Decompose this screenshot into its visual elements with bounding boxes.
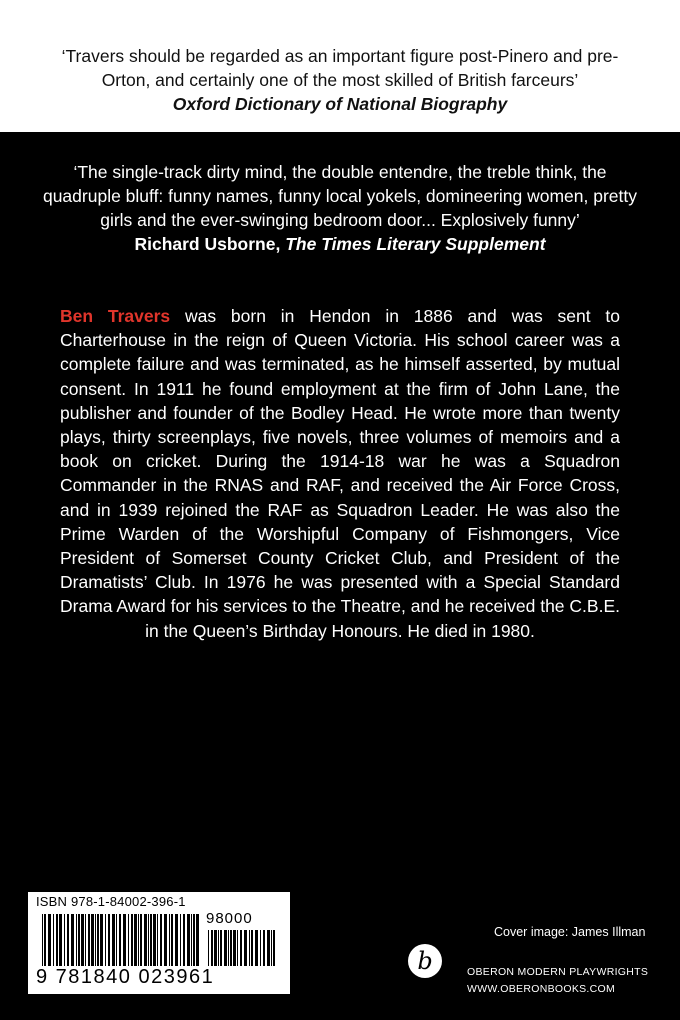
price-code: 98000	[206, 910, 253, 927]
barcode-bar	[56, 914, 58, 966]
barcode-bar	[196, 914, 199, 966]
quote-oxford-text: ‘Travers should be regarded as an important figure post-Pinero and pre-Orton, and certainly one of the most skilled of British farceurs’	[61, 46, 619, 90]
barcode-bar	[44, 914, 46, 966]
author-name: Ben Travers	[60, 306, 171, 326]
quote-oxford-source: Oxford Dictionary of National Biography	[172, 94, 508, 114]
barcode-bar	[119, 914, 121, 966]
barcode-bar	[88, 914, 90, 966]
barcode-bar	[228, 930, 229, 966]
barcode-bar	[263, 930, 265, 966]
barcode-bar	[160, 914, 162, 966]
barcode-bar	[144, 914, 147, 966]
barcode-bar	[134, 914, 137, 966]
barcode-bar	[97, 914, 99, 966]
barcode-bar	[267, 930, 270, 966]
barcode-bar	[218, 930, 219, 966]
barcode-bar	[220, 930, 222, 966]
barcode-bar	[78, 914, 80, 966]
barcode-bar	[237, 930, 238, 966]
isbn-barcode	[28, 892, 290, 994]
barcode-bar	[112, 914, 115, 966]
quote-usborne-source	[40, 232, 640, 256]
barcode-bar	[116, 914, 117, 966]
barcode-bar	[108, 914, 110, 966]
quote-usborne-author: Richard Usborne,	[134, 234, 281, 254]
barcode-bar	[148, 914, 149, 966]
barcode-bar	[224, 930, 227, 966]
barcode-bar	[273, 930, 275, 966]
barcode-bar	[208, 930, 209, 966]
barcode-bar	[171, 914, 173, 966]
barcode-bar	[91, 914, 94, 966]
barcode-bar	[260, 930, 261, 966]
barcode-bar	[214, 930, 217, 966]
barcode-bar	[131, 914, 133, 966]
barcode-bar	[249, 930, 250, 966]
cover-image-credit: Cover image: James Illman	[494, 925, 646, 939]
barcode-bar	[175, 914, 178, 966]
barcode-bar	[48, 914, 51, 966]
quote-usborne-text: ‘The single-track dirty mind, the double entendre, the treble think, the quadruple bluff: funny names, funny local yokels, domineering women, pretty girls and the ever-swinging bedroom door... Explosively funny’	[42, 162, 638, 230]
publisher-website: WWW.OBERONBOOKS.COM	[467, 983, 616, 995]
barcode-bar	[191, 914, 192, 966]
barcode-bar	[67, 914, 69, 966]
barcode-bar	[140, 914, 142, 966]
barcode-bar	[138, 914, 139, 966]
barcode-bar	[95, 914, 96, 966]
barcode-bar	[244, 930, 247, 966]
quote-usborne-publication: The Times Literary Supplement	[285, 234, 546, 254]
barcode-bar	[169, 914, 170, 966]
author-bio-text: was born in Hendon in 1886 and was sent to Charterhouse in the reign of Queen Victoria. His school career was a complete failure and was terminated, as he himself asserted, by mutual consent. In 1911 he found employment at the firm of John Lane, the publisher and founder of the Bodley Head. He wrote more than twenty plays, thirty screenplays, five novels, three volumes of memoirs and a book on cricket. During the 1914-18 war he was a Squadron Commander in the RNAS and RAF, and received the Air Force Cross, and in 1939 rejoined the RAF as Squadron Leader. He was also the Prime Warden of the Worshipful Company of Fishmongers, Vice President of Somerset County Cricket Club, and President of the Dramatists’ Club. In 1976 he was presented with a Special Standard Drama Award for his services to the Theatre, and he received the C.B.E. in the Queen’s Birthday Honours. He died in 1980.	[60, 306, 621, 641]
barcode-bar	[123, 914, 126, 966]
quote-usborne	[40, 160, 640, 256]
barcode-bar	[59, 914, 62, 966]
barcode-bar	[150, 914, 152, 966]
barcode-addon-bars	[208, 930, 278, 966]
barcode-bar	[153, 914, 156, 966]
barcode-bar	[105, 914, 106, 966]
barcode-bar	[53, 914, 54, 966]
barcode-bar	[240, 930, 242, 966]
barcode-bar	[251, 930, 253, 966]
oberon-logo-letter: b	[417, 947, 433, 975]
barcode-bar	[81, 914, 84, 966]
barcode-bar	[255, 930, 258, 966]
barcode-bar	[180, 914, 181, 966]
publisher-info	[467, 964, 648, 998]
barcode-bar	[85, 914, 86, 966]
barcode-bar	[183, 914, 185, 966]
barcode-main-bars	[42, 914, 202, 966]
barcode-bar	[164, 914, 167, 966]
barcode-bar	[233, 930, 236, 966]
author-biography	[60, 304, 620, 643]
barcode-bar	[157, 914, 158, 966]
barcode-bar	[42, 914, 43, 966]
barcode-bar	[128, 914, 129, 966]
quote-oxford	[40, 44, 640, 116]
barcode-bar	[271, 930, 272, 966]
barcode-bar	[76, 914, 77, 966]
barcode-bar	[187, 914, 190, 966]
barcode-bar	[71, 914, 74, 966]
publisher-series: OBERON MODERN PLAYWRIGHTS	[467, 966, 649, 978]
barcode-bar	[193, 914, 195, 966]
oberon-logo-icon	[406, 942, 444, 980]
barcode-bar	[230, 930, 232, 966]
barcode-bar	[100, 914, 103, 966]
barcode-digits: 9 781840 023961	[36, 966, 215, 988]
barcode-bar	[211, 930, 213, 966]
isbn-number: ISBN 978-1-84002-396-1	[36, 894, 186, 909]
barcode-bar	[64, 914, 65, 966]
